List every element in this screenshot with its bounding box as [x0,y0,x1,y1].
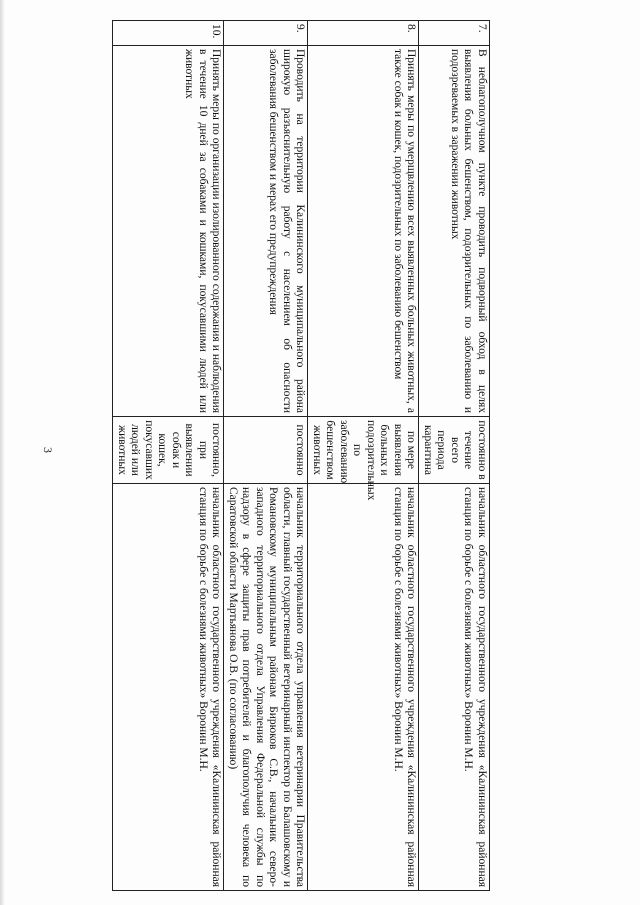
row-action: Проводить на территории Калининского муниципального района широкую разъяснительную работу с населением об опасности заболевания бешенством и мерах его предупреждения [224,46,308,417]
row-number: 8. [308,21,419,46]
table-row [224,21,308,891]
table-row [308,21,419,891]
table-row [113,21,224,891]
row-number: 9. [224,21,308,46]
measures-table [113,20,491,891]
row-term: по мере выявления больных и подозрительных по заболеванию бешенством животных [308,417,419,484]
scan-edge [0,0,5,905]
table-row [419,21,490,891]
row-term: постоянно, при выявлении собак и кошек, покусавших людей или животных [113,417,224,484]
measures-table-container [80,0,500,905]
row-responsible: начальник территориального отдела управления ветеринарии Правительства области, главный государственный ветеринарный инспектор по Балашовскому и Романовскому муниципальным районам Бирюков С.В., начальник северо-западного территориального отдела Управления Федеральной службы по надзору в сфере защиты прав потребителей и благополучия человека по Саратовской области Мартьянова О.В. (по согласованию) [224,484,308,891]
row-responsible: начальник областного государственного учреждения «Калининская районная станция по борьбе с болезнями животных» Воронин М.Н. [419,484,490,891]
row-action: В неблагополучном пункте проводить подворный обход в целях выявления больных бешенством, подозрительных по заболеванию и подозреваемых в заражении животных [419,46,490,417]
row-term: постоянно в течение всего периода карантина [419,417,490,484]
row-action: Принять меры по организации изолированного содержания и наблюдения в течение 10 дней за собаками и кошками, покусавшими людей или животных [113,46,224,417]
row-action: Принять меры по умерщвлению всех выявленных больных животных, а также собак и кошек, подозрительных по заболеванию бешенством [308,46,419,417]
page-number: 3 [41,447,55,453]
row-responsible: начальник областного государственного учреждения «Калининская районная станция по борьбе с болезнями животных» Воронин М.Н. [113,484,224,891]
row-number: 10. [113,21,224,46]
row-responsible: начальник областного государственного учреждения «Калининская районная станция по борьбе с болезнями животных» Воронин М.Н. [308,484,419,891]
row-term: постоянно [224,417,308,484]
row-number: 7. [419,21,490,46]
